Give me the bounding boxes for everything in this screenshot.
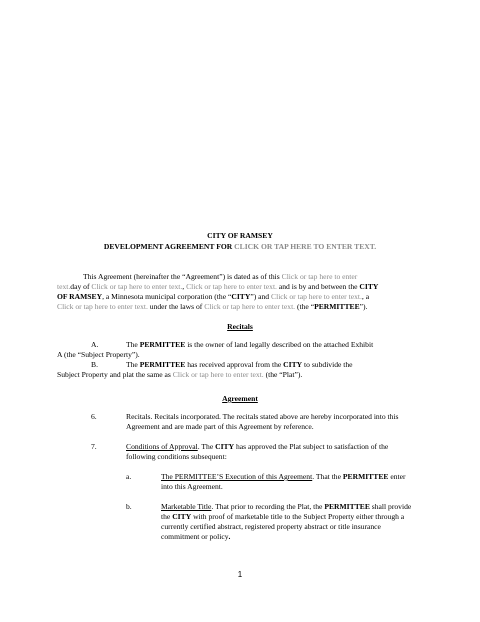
agreement-heading-text: Agreement xyxy=(222,394,258,403)
city-bold: CITY xyxy=(231,292,251,301)
recitals-heading xyxy=(0,322,480,332)
city-bold: CITY xyxy=(359,282,379,291)
city-bold: CITY xyxy=(215,442,235,451)
section-7 xyxy=(57,442,423,462)
section-text: has approved the Plat subject to satisfaction of the xyxy=(234,442,389,451)
condition-text: the xyxy=(161,512,173,521)
agreement-title-text: DEVELOPMENT AGREEMENT FOR xyxy=(103,242,235,251)
day-placeholder[interactable]: Click or tap here to enter text. xyxy=(91,282,183,291)
section-text: . The xyxy=(197,442,216,451)
period-bold: . xyxy=(228,532,231,541)
condition-b-line-3: currently certified abstract, registered property abstract or title insurance xyxy=(161,522,381,531)
permittee-bold: PERMITTEE xyxy=(324,502,370,511)
condition-b-line-1 xyxy=(161,502,423,512)
condition-b-line-4 xyxy=(161,532,423,542)
city-title: CITY OF RAMSEY xyxy=(207,231,273,240)
condition-a-label: a. xyxy=(126,472,132,481)
intro-text: , xyxy=(182,282,187,291)
section-6-line-2: Agreement and are made part of this Agreement by reference. xyxy=(126,422,314,431)
recital-text: is the owner of land legally described on the attached Exhibit xyxy=(185,340,374,349)
conditions-of-approval-title: Conditions of Approval xyxy=(126,442,198,451)
intro-text: This Agreement (hereinafter the “Agreement”) is dated as of this xyxy=(83,272,282,281)
recital-text: The xyxy=(126,360,140,369)
permittee-bold: PERMITTEE xyxy=(139,360,186,369)
section-6-number: 6. xyxy=(91,412,97,421)
condition-text: . That prior to recording the Plat, the xyxy=(211,502,325,511)
intro-line-2 xyxy=(57,282,423,292)
entity-type-placeholder[interactable]: Click or tap here to enter text. xyxy=(57,302,148,311)
intro-line-3 xyxy=(57,292,423,302)
plat-name-placeholder[interactable]: Click or tap here to enter text. xyxy=(172,370,264,379)
date-placeholder[interactable]: Click or tap here to enter xyxy=(281,272,358,281)
section-6 xyxy=(57,412,423,432)
permittee-bold: PERMITTEE xyxy=(342,472,389,481)
recital-a-line-1 xyxy=(57,340,423,350)
intro-text: and is by and between the xyxy=(276,282,360,291)
intro-text: under the laws of xyxy=(147,302,205,311)
agreement-heading xyxy=(0,394,480,404)
section-6-line-1: Recitals. Recitals incorporated. The recitals stated above are hereby incorporated into this xyxy=(126,412,399,421)
month-placeholder[interactable]: Click or tap here to enter text. xyxy=(186,282,277,291)
recital-a-line-2: A (the “Subject Property”). xyxy=(57,350,140,359)
recital-b-line-2 xyxy=(57,370,423,380)
execution-title: The PERMITTEE’S Execution of this Agreement xyxy=(161,472,313,481)
condition-a xyxy=(57,472,423,492)
condition-a-line-1 xyxy=(161,472,423,482)
intro-text: ”). xyxy=(359,302,368,311)
condition-a-line-2: into this Agreement. xyxy=(161,482,223,491)
permittee-bold: PERMITTEE xyxy=(139,340,186,349)
recital-text: (the “Plat”). xyxy=(263,370,303,379)
recitals-heading-text: Recitals xyxy=(227,322,253,331)
recital-a xyxy=(57,340,423,360)
intro-text: day of xyxy=(70,282,92,291)
condition-text: commitment or policy xyxy=(161,532,229,541)
condition-b xyxy=(57,502,423,542)
recital-b xyxy=(57,360,423,380)
date-placeholder-cont[interactable]: text. xyxy=(57,282,71,291)
condition-text: . That the xyxy=(312,472,343,481)
intro-text: , a xyxy=(361,292,370,301)
condition-text: enter xyxy=(388,472,406,481)
city-bold: CITY xyxy=(172,512,192,521)
recital-text: The xyxy=(126,340,140,349)
recital-b-label: B. xyxy=(91,360,98,369)
permittee-name-placeholder[interactable]: Click or tap here to enter text. xyxy=(271,292,362,301)
intro-text: ”) and xyxy=(250,292,272,301)
of-ramsey-bold: OF RAMSEY xyxy=(57,292,103,301)
agreement-title xyxy=(0,242,480,252)
condition-a-body xyxy=(57,472,423,492)
intro-line-1 xyxy=(57,272,423,282)
state-placeholder[interactable]: Click or tap here to enter text. xyxy=(204,302,296,311)
condition-b-line-2 xyxy=(161,512,423,522)
intro-text: , a Minnesota municipal corporation (the “ xyxy=(102,292,232,301)
section-7-line-2: following conditions subsequent: xyxy=(126,452,227,461)
agreement-title-placeholder[interactable]: CLICK OR TAP HERE TO ENTER TEXT. xyxy=(234,242,377,251)
intro-text: (the “ xyxy=(295,302,315,311)
recital-text: Subject Property and plat the same as xyxy=(57,370,173,379)
condition-text: with proof of marketable title to the Subject Property either through a xyxy=(191,512,405,521)
recital-text: to subdivide the xyxy=(302,360,353,369)
page-number: 1 xyxy=(237,570,243,579)
section-7-body xyxy=(57,442,423,462)
city-bold: CITY xyxy=(283,360,303,369)
section-7-line-1 xyxy=(126,442,423,452)
intro-paragraph xyxy=(57,272,423,312)
marketable-title-title: Marketable Title xyxy=(161,502,212,511)
permittee-bold: PERMITTEE xyxy=(314,302,360,311)
recital-text: has received approval from the xyxy=(185,360,284,369)
condition-b-label: b. xyxy=(126,502,132,511)
section-7-number: 7. xyxy=(91,442,97,451)
condition-text: shall provide xyxy=(369,502,412,511)
recital-a-label: A. xyxy=(91,340,99,349)
section-6-body xyxy=(57,412,423,432)
intro-line-4 xyxy=(57,302,423,312)
condition-b-body xyxy=(57,502,423,542)
recital-b-line-1 xyxy=(57,360,423,370)
